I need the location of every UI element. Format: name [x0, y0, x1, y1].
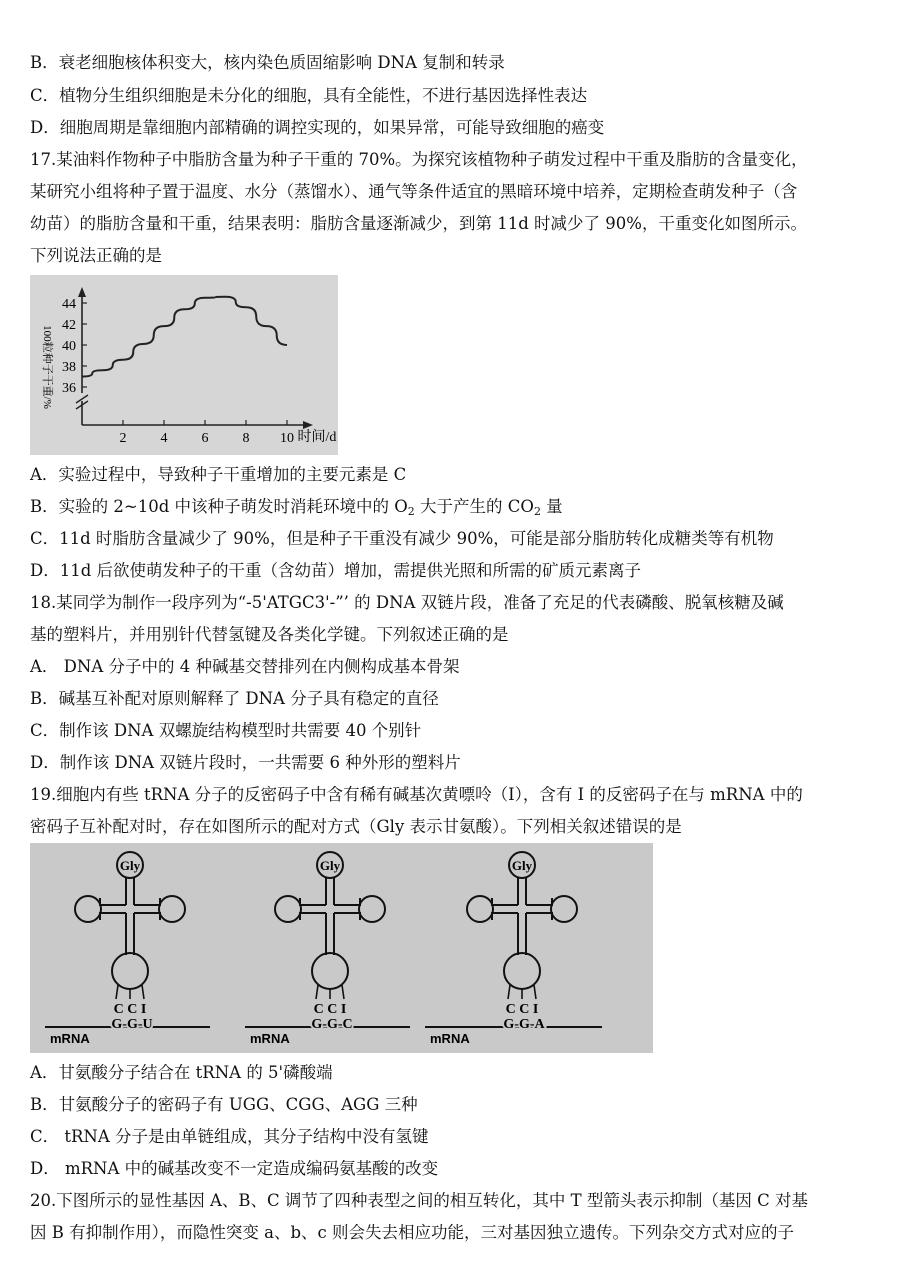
- d-arm: [100, 898, 126, 920]
- x-tick-label: 4: [160, 431, 168, 446]
- mrna-label: mRNA: [50, 1031, 90, 1046]
- acceptor-stem: [518, 878, 526, 905]
- q18-stem-line-1: 18.某同学为制作一段序列为“-5'ATGC3'-”’ 的 DNA 双链片段，准备了充足的代表磷酸、脱氧核糖及碱: [30, 593, 784, 612]
- q17-stem-line-2: 某研究小组将种子置于温度、水分（蒸馏水）、通气等条件适宜的黑暗环境中培养，定期检查萌发种子（含: [30, 182, 798, 201]
- codon-label: G-G-U: [111, 1017, 153, 1032]
- x-axis-arrow: [303, 421, 313, 429]
- d-loop: [467, 896, 493, 922]
- q19-option-d: D． mRNA 中的碱基改变不一定造成编码氨基酸的改变: [30, 1159, 439, 1178]
- q17-stem-line-3: 幼苗）的脂肪含量和干重，结果表明：脂肪含量逐渐减少，到第 11d 时减少了 90%，干重变化如图所示。: [30, 214, 807, 233]
- q17-option-b-text-3: 量: [540, 497, 563, 516]
- q19-option-c: C． tRNA 分子是由单链组成，其分子结构中没有氢键: [30, 1127, 429, 1146]
- anticodon-label: C C I: [313, 1002, 347, 1017]
- q20-stem-line-1: 20.下图所示的显性基因 A、B、C 调节了四种表型之间的相互转化，其中 T 型箭头表示抑制（基因 C 对基: [30, 1191, 809, 1210]
- q18-option-d: D．制作该 DNA 双链片段时，一共需要 6 种外形的塑料片: [30, 753, 461, 772]
- d-loop: [75, 896, 101, 922]
- anticodon-loop: [112, 953, 148, 989]
- y-tick-label: 36: [62, 381, 76, 396]
- trna-molecule: [245, 852, 410, 1046]
- x-tick-label: 2: [119, 431, 127, 446]
- co2-subscript: 2: [533, 505, 541, 518]
- x-tick-label: 8: [242, 431, 250, 446]
- q17-stem-line-1: 17.某油料作物种子中脂肪含量为种子干重的 70%。为探究该植物种子萌发过程中干重及脂肪的含量变化，: [30, 150, 808, 169]
- x-axis-label: 时间/d: [297, 430, 337, 445]
- q17-option-b-text-1: B．实验的 2~10d 中该种子萌发时消耗环境中的 O: [30, 497, 408, 516]
- y-tick-label: 42: [62, 318, 76, 333]
- q16-option-d: D．细胞周期是靠细胞内部精确的调控实现的，如果异常，可能导致细胞的癌变: [30, 118, 605, 137]
- anticodon-loop: [504, 953, 540, 989]
- x-tick-label: 10: [280, 431, 294, 446]
- gly-label: Gly: [511, 858, 533, 873]
- codon-label: G-G-C: [311, 1017, 353, 1032]
- y-tick-label: 40: [62, 339, 76, 354]
- q16-option-b: B．衰老细胞核体积变大，核内染色质固缩影响 DNA 复制和转录: [30, 53, 505, 72]
- y-tick-label: 38: [62, 360, 76, 375]
- q17-option-b: [30, 496, 563, 518]
- trna-molecule: [45, 852, 210, 1046]
- q19-option-a: A．甘氨酸分子结合在 tRNA 的 5'磷酸端: [30, 1063, 333, 1082]
- o2-subscript: 2: [407, 505, 415, 518]
- trna-pairing-svg: [30, 843, 653, 1053]
- q16-option-c: C．植物分生组织细胞是未分化的细胞，具有全能性，不进行基因选择性表达: [30, 86, 588, 105]
- anticodon-label: C C I: [113, 1002, 147, 1017]
- dry-weight-chart-svg: [30, 275, 338, 455]
- y-axis-label: 100粒种子干重/%: [41, 325, 53, 409]
- dry-weight-chart: [30, 275, 338, 455]
- y-axis-arrow: [78, 287, 86, 297]
- q18-option-b: B．碱基互补配对原则解释了 DNA 分子具有稳定的直径: [30, 689, 439, 708]
- anticodon-label: C C I: [505, 1002, 539, 1017]
- gly-label: Gly: [119, 858, 141, 873]
- q17-option-a: A．实验过程中，导致种子干重增加的主要元素是 C: [30, 465, 407, 484]
- q17-option-c: C．11d 时脂肪含量减少了 90%，但是种子干重没有减少 90%，可能是部分脂肪转化成糖类等有机物: [30, 529, 774, 548]
- q18-option-c: C．制作该 DNA 双螺旋结构模型时共需要 40 个别针: [30, 721, 422, 740]
- t-loop: [159, 896, 185, 922]
- q18-option-a: A． DNA 分子中的 4 种碱基交替排列在内侧构成基本骨架: [30, 657, 460, 676]
- q17-option-b-text-2: 大于产生的 CO: [414, 497, 534, 516]
- trna-pairing-figure: [30, 843, 653, 1053]
- q17-stem-line-4: 下列说法正确的是: [30, 246, 162, 265]
- q20-stem-line-2: 因 B 有抑制作用），而隐性突变 a、b、c 则会失去相应功能，三对基因独立遗传。下列杂交方式对应的子: [30, 1223, 794, 1242]
- anticodon-stem: [326, 913, 334, 955]
- anticodon-stem: [518, 913, 526, 955]
- q19-stem-line-2: 密码子互补配对时，存在如图所示的配对方式（Gly 表示甘氨酸）。下列相关叙述错误的是: [30, 817, 682, 836]
- d-loop: [275, 896, 301, 922]
- mrna-label: mRNA: [430, 1031, 470, 1046]
- d-arm: [300, 898, 326, 920]
- anticodon-loop: [312, 953, 348, 989]
- codon-label: G-G-A: [503, 1017, 545, 1032]
- trna-molecule: [425, 852, 602, 1046]
- mrna-label: mRNA: [250, 1031, 290, 1046]
- dry-weight-curve: [82, 297, 287, 377]
- q19-option-b: B．甘氨酸分子的密码子有 UGG、CGG、AGG 三种: [30, 1095, 418, 1114]
- x-tick-label: 6: [201, 431, 209, 446]
- q18-stem-line-2: 基的塑料片，并用别针代替氢键及各类化学键。下列叙述正确的是: [30, 625, 509, 644]
- q17-option-d: D．11d 后欲使萌发种子的干重（含幼苗）增加，需提供光照和所需的矿质元素离子: [30, 561, 642, 580]
- t-loop: [551, 896, 577, 922]
- acceptor-stem: [126, 878, 134, 905]
- gly-label: Gly: [319, 858, 341, 873]
- q19-stem-line-1: 19.细胞内有些 tRNA 分子的反密码子中含有稀有碱基次黄嘌呤（I），含有 I 的反密码子在与 mRNA 中的: [30, 785, 803, 804]
- t-loop: [359, 896, 385, 922]
- anticodon-stem: [126, 913, 134, 955]
- t-arm: [526, 898, 552, 920]
- acceptor-stem: [326, 878, 334, 905]
- t-arm: [334, 898, 360, 920]
- y-tick-label: 44: [62, 297, 76, 312]
- t-arm: [134, 898, 160, 920]
- d-arm: [492, 898, 518, 920]
